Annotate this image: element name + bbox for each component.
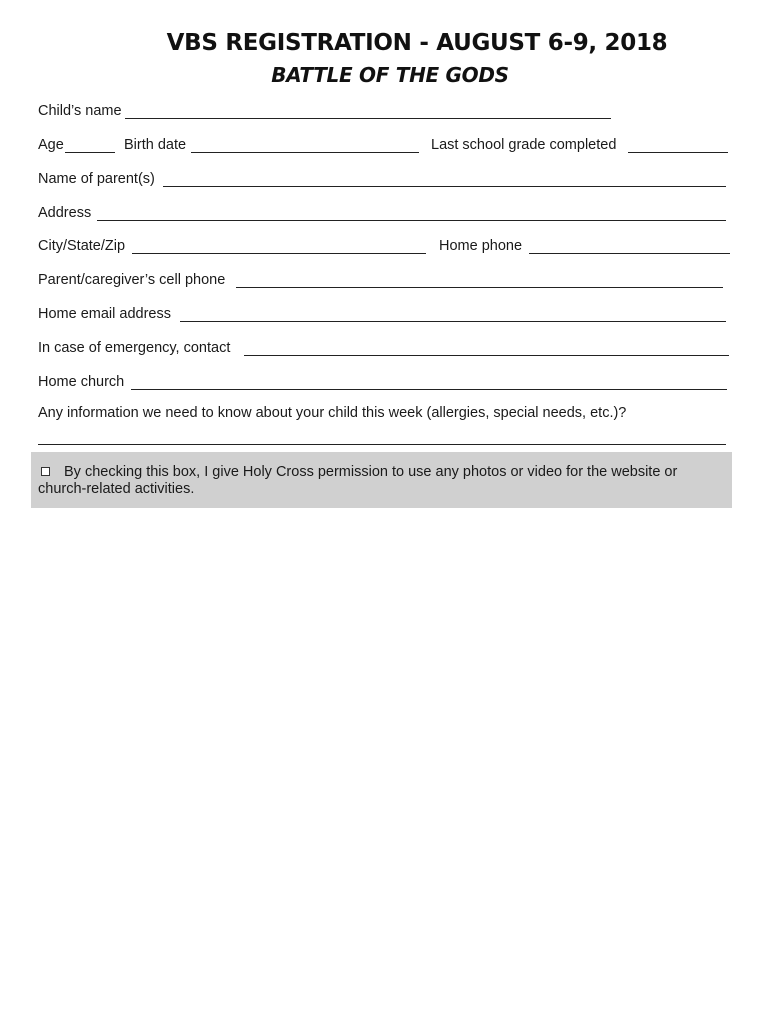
consent-box — [31, 452, 732, 508]
home-church-field[interactable] — [131, 389, 727, 390]
emergency-label: In case of emergency, contact — [38, 340, 231, 356]
home-phone-label: Home phone — [439, 238, 523, 254]
address-label: Address — [38, 205, 92, 221]
cell-phone-label: Parent/caregiver’s cell phone — [38, 272, 226, 288]
consent-text: By checking this box, I give Holy Cross permission to use any photos or video for the website or church-related activities. — [38, 464, 678, 497]
age-label: Age — [38, 137, 64, 153]
child-name-field[interactable] — [125, 118, 611, 119]
cell-phone-field[interactable] — [236, 287, 723, 288]
last-grade-label: Last school grade completed — [431, 137, 617, 153]
emergency-field[interactable] — [244, 355, 729, 356]
age-field[interactable] — [65, 152, 115, 153]
parent-name-label: Name of parent(s) — [38, 171, 155, 187]
last-grade-field[interactable] — [628, 152, 728, 153]
city-state-zip-field[interactable] — [132, 253, 426, 254]
birth-date-field[interactable] — [191, 152, 419, 153]
child-name-label: Child’s name — [38, 103, 122, 119]
page-title: VBS REGISTRATION - AUGUST 6-9, 2018 — [166, 30, 668, 56]
page-subtitle: BATTLE OF THE GODS — [271, 63, 509, 87]
info-field[interactable] — [38, 444, 726, 445]
parent-name-field[interactable] — [163, 186, 726, 187]
consent-checkbox[interactable] — [41, 467, 50, 476]
email-label: Home email address — [38, 306, 171, 322]
birth-date-label: Birth date — [124, 137, 187, 153]
city-state-zip-label: City/State/Zip — [38, 238, 126, 254]
info-label: Any information we need to know about your child this week (allergies, special needs, etc.)? — [38, 405, 627, 421]
address-field[interactable] — [97, 220, 726, 221]
home-church-label: Home church — [38, 374, 125, 390]
consent-row — [38, 464, 718, 498]
home-phone-field[interactable] — [529, 253, 730, 254]
email-field[interactable] — [180, 321, 726, 322]
